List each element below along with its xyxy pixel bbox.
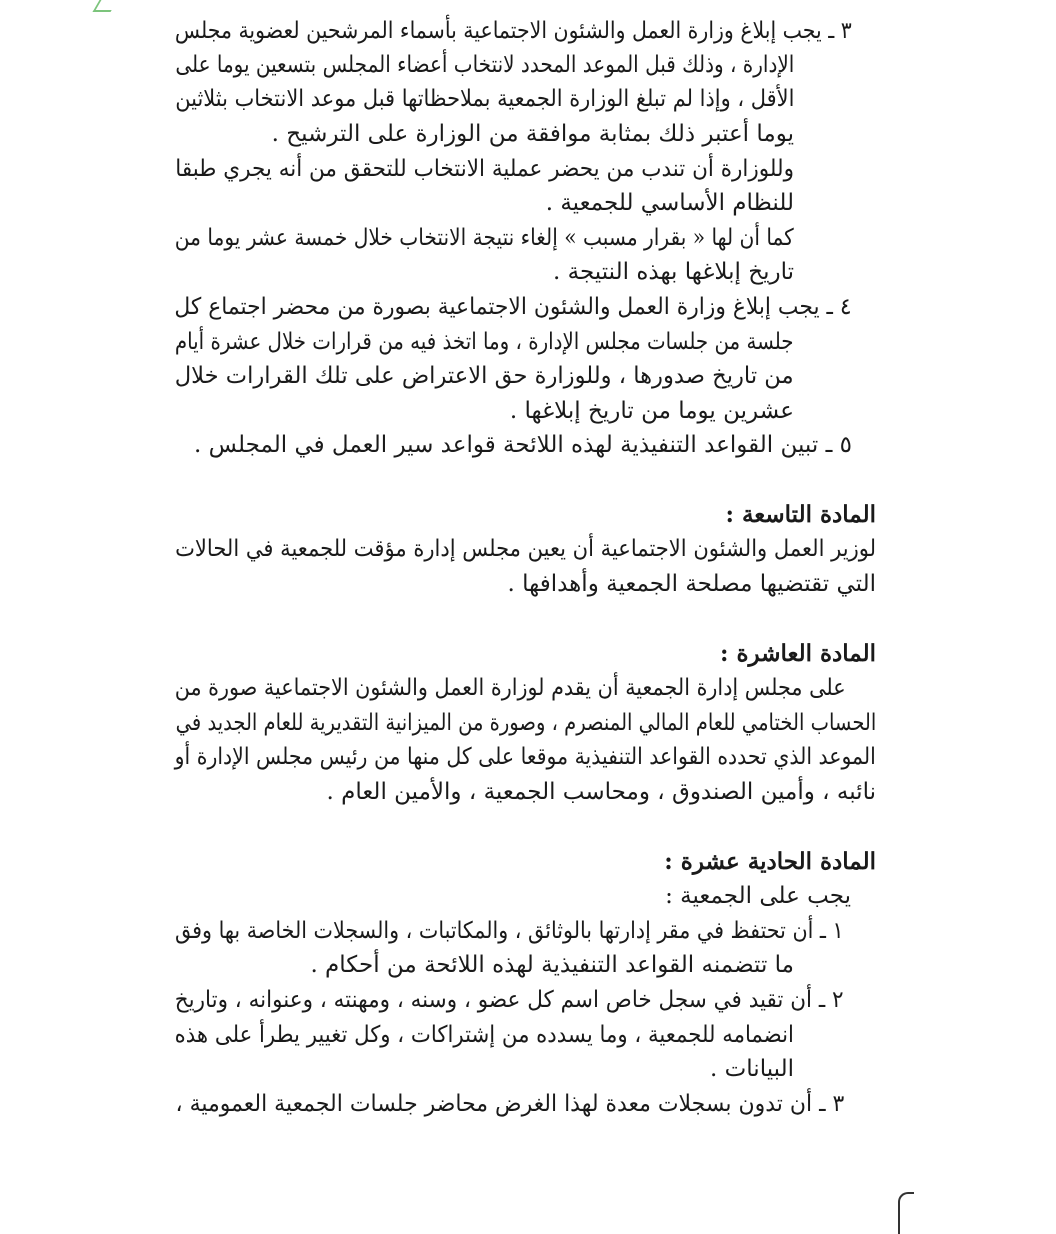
article-heading: المادة التاسعة : [725, 501, 876, 528]
text-line: تاريخ إبلاغها بهذه النتيجة . [553, 259, 794, 285]
text-line: البيانات . [710, 1056, 794, 1082]
text-line: نائبه ، وأمين الصندوق ، ومحاسب الجمعية ، والأمين العام . [326, 779, 876, 805]
article-heading: المادة العاشرة : [719, 640, 876, 667]
text-line: الحساب الختامي للعام المالي المنصرم ، وصورة من الميزانية التقديرية للعام الجديد في [175, 710, 876, 736]
text-line: الموعد الذي تحدده القواعد التنفيذية موقعا على كل منها من رئيس مجلس الإدارة أو [174, 744, 876, 770]
text-line: جلسة من جلسات مجلس الإدارة ، وما اتخذ فيه من قرارات خلال عشرة أيام [175, 329, 794, 355]
text-line: الإدارة ، وذلك قبل الموعد المحدد لانتخاب أعضاء المجلس بتسعين يوما على [174, 52, 794, 78]
text-line: الأقل ، وإذا لم تبلغ الوزارة الجمعية بملاحظاتها قبل موعد الانتخاب بثلاثين [174, 86, 794, 112]
text-line: وللوزارة أن تندب من يحضر عملية الانتخاب للتحقق من أنه يجري طبقا [175, 156, 794, 182]
text-line: ٤ ـ يجب إبلاغ وزارة العمل والشئون الاجتماعية بصورة من محضر اجتماع كل [174, 294, 852, 320]
text-line: لوزير العمل والشئون الاجتماعية أن يعين مجلس إدارة مؤقت للجمعية في الحالات [175, 536, 876, 562]
text-line: من تاريخ صدورها ، وللوزارة حق الاعتراض على تلك القرارات خلال [175, 363, 794, 389]
text-line: ٢ ـ أن تقيد في سجل خاص اسم كل عضو ، وسنه ، ومهنته ، وعنوانه ، وتاريخ [175, 987, 844, 1013]
text-line: عشرين يوما من تاريخ إبلاغها . [509, 398, 794, 424]
bracket-mark [898, 1192, 914, 1234]
text-line: انضمامه للجمعية ، وما يسدده من إشتراكات ، وكل تغيير يطرأ على هذه [174, 1022, 794, 1048]
text-line: ٣ ـ يجب إبلاغ وزارة العمل والشئون الاجتماعية بأسماء المرشحين لعضوية مجلس [175, 18, 852, 44]
text-line: كما أن لها « بقرار مسبب » إلغاء نتيجة الانتخاب خلال خمسة عشر يوما من [175, 225, 794, 251]
corner-mark [93, 0, 118, 12]
text-line: يجب على الجمعية : [665, 883, 851, 909]
text-line: للنظام الأساسي للجمعية . [545, 190, 794, 216]
text-line: ما تتضمنه القواعد التنفيذية لهذه اللائحة من أحكام . [310, 952, 794, 978]
text-line: يوما أعتبر ذلك بمثابة موافقة من الوزارة على الترشيح . [271, 121, 794, 147]
article-heading: المادة الحادية عشرة : [664, 848, 876, 875]
text-line: ٣ ـ أن تدون بسجلات معدة لهذا الغرض محاضر جلسات الجمعية العمومية ، [175, 1091, 844, 1117]
text-line: ١ ـ أن تحتفظ في مقر إدارتها بالوثائق ، والمكاتبات ، والسجلات الخاصة بها وفق [175, 918, 844, 944]
text-line: ٥ ـ تبين القواعد التنفيذية لهذه اللائحة قواعد سير العمل في المجلس . [194, 432, 852, 458]
text-line: على مجلس إدارة الجمعية أن يقدم لوزارة العمل والشئون الاجتماعية صورة من [175, 675, 846, 701]
text-line: التي تقتضيها مصلحة الجمعية وأهدافها . [507, 571, 876, 597]
